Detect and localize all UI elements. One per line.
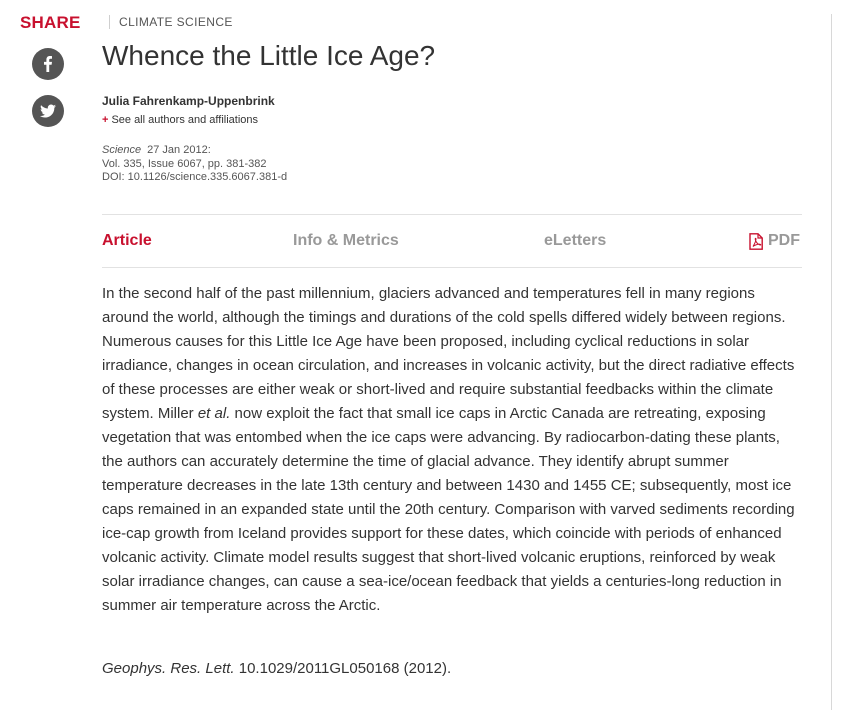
abstract-etal: et al.	[197, 405, 231, 422]
right-divider	[831, 14, 832, 710]
citation-journal: Science	[102, 144, 142, 156]
pdf-label: PDF	[768, 232, 800, 249]
abstract-text	[102, 282, 802, 618]
tab-eletters[interactable]: eLetters	[544, 232, 607, 249]
plus-icon: +	[102, 114, 109, 126]
tab-info-metrics[interactable]: Info & Metrics	[293, 232, 399, 249]
twitter-icon	[40, 103, 56, 119]
reference-doi[interactable]: 10.1029/2011GL050168 (2012).	[234, 660, 452, 677]
author-name[interactable]: Julia Fahrenkamp-Uppenbrink	[102, 94, 275, 108]
reference-journal: Geophys. Res. Lett.	[102, 660, 235, 677]
twitter-share-button[interactable]	[32, 95, 64, 127]
citation-block	[102, 144, 287, 185]
tab-pdf[interactable]	[748, 231, 800, 251]
affiliations-label: See all authors and affiliations	[111, 114, 258, 126]
see-affiliations-link[interactable]	[102, 114, 258, 126]
citation-volume: Vol. 335, Issue 6067, pp. 381-382	[102, 157, 267, 170]
reference-line	[102, 657, 451, 681]
article-tabs	[102, 214, 802, 268]
citation-doi[interactable]: DOI: 10.1126/science.335.6067.381-d	[102, 171, 288, 183]
facebook-icon	[40, 56, 56, 72]
abstract-part-1: In the second half of the past millennium, glaciers advanced and temperatures fell in many regions around the world, although the timings and durations of the cold spells differed widely between regions. Numerous causes for this Little Ice Age have been proposed, including cyclical reductions in solar irradiance, changes in ocean circulation, and increases in volcanic activity, but the direct radiative effects of these processes are either weak or short-lived and require substantial feedbacks within the climate system. Miller	[102, 285, 795, 422]
article-title: Whence the Little Ice Age?	[102, 40, 436, 71]
facebook-share-button[interactable]	[32, 48, 64, 80]
tab-article[interactable]: Article	[102, 232, 152, 249]
section-tag[interactable]: CLIMATE SCIENCE	[109, 15, 233, 29]
abstract-part-2: now exploit the fact that small ice caps in Arctic Canada are retreating, exposing vegetation that was entombed when the ice caps were advancing. By radiocarbon-dating these plants, the authors can accurately determine the time of glacial advance. They identify abrupt summer temperature decreases in the late 13th century and between 1430 and 1455 CE; subsequently, most ice caps remained in an expanded state until the 20th century. Comparison with varved sediments recording ice-cap growth from Iceland provides support for these dates, which coincide with periods of enhanced volcanic activity. Climate model results suggest that short-lived volcanic eruptions, reinforced by weak solar irradiance changes, can cause a sea-ice/ocean feedback that yields a centuries-long reduction in summer air temperature across the Arctic.	[102, 405, 795, 614]
citation-date: 27 Jan 2012:	[147, 144, 211, 156]
share-label: SHARE	[20, 13, 81, 32]
pdf-file-icon	[748, 233, 764, 250]
